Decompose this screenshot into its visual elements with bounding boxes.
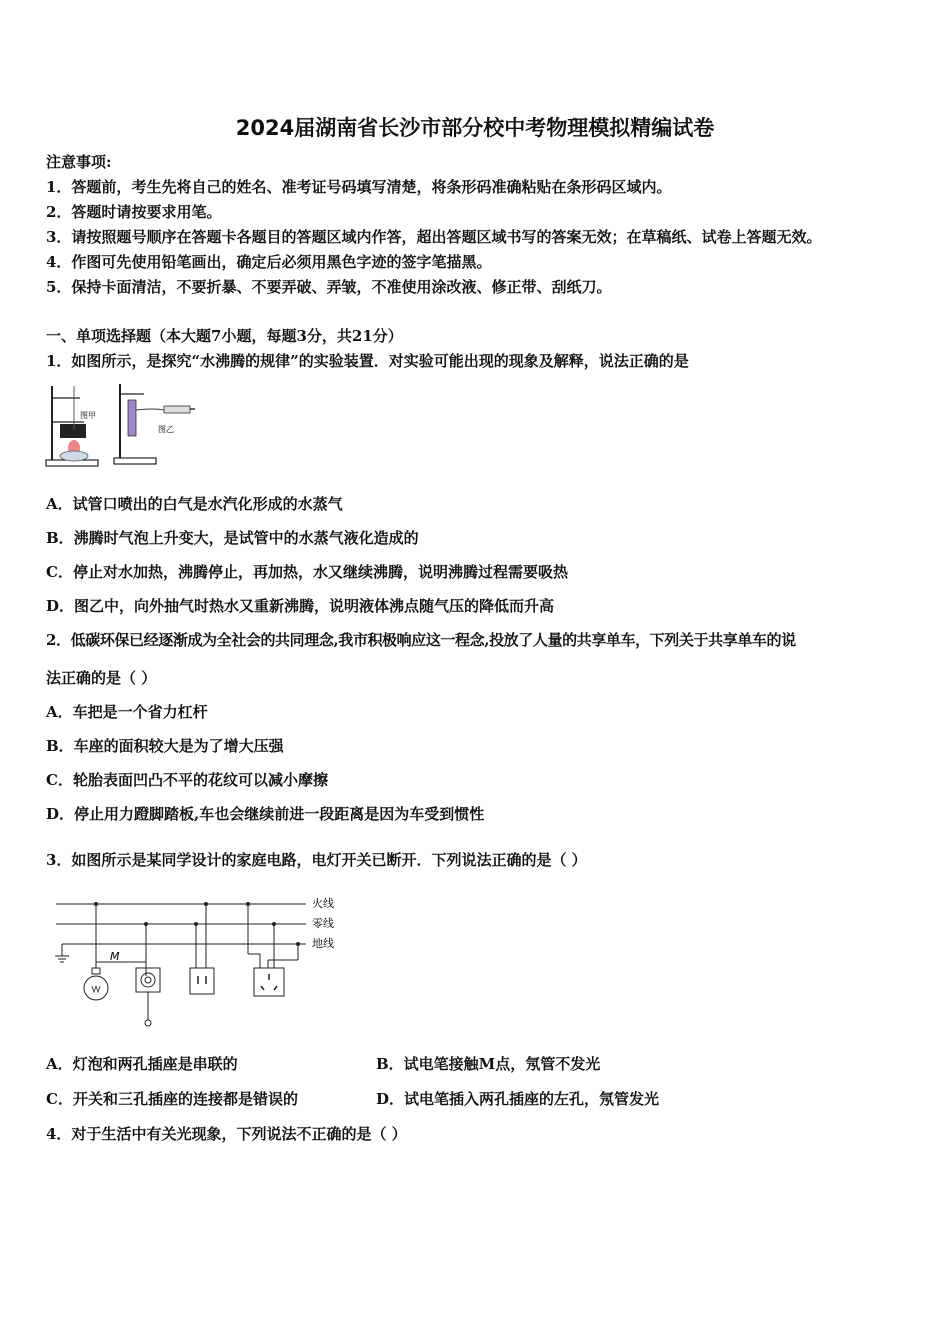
notice-item: 4．作图可先使用铅笔画出，确定后必须用黑色字迹的签字笔描黑。 — [46, 253, 492, 271]
notice-item: 3．请按照题号顺序在答题卡各题目的答题区域内作答，超出答题区域书写的答案无效；在草稿纸、试卷上答题无效。 — [46, 228, 822, 246]
lamp-a — [60, 451, 88, 461]
question-3-option-c: C．开关和三孔插座的连接都是错误的 — [46, 1090, 298, 1108]
question-1-option-d: D．图乙中，向外抽气时热水又重新沸腾，说明液体沸点随气压的降低而升高 — [46, 597, 555, 615]
notice-item: 2．答题时请按要求用笔。 — [46, 203, 222, 221]
question-3-option-b: B．试电笔接触M点，氖管不发光 — [376, 1055, 601, 1073]
two-hole-socket — [190, 968, 214, 994]
lamp-bulb — [84, 976, 108, 1000]
question-4-stem: 4．对于生活中有关光现象，下列说法不正确的是（ ） — [46, 1125, 407, 1143]
notice-item: 1．答题前，考生先将自己的姓名、准考证号码填写清楚，将条形码准确粘贴在条形码区域内。 — [46, 178, 672, 196]
syringe-b — [164, 406, 190, 413]
question-2-stem-line2: 法正确的是（ ） — [46, 669, 157, 687]
switch-pull-end — [145, 1020, 151, 1026]
question-2-option-d: D．停止用力蹬脚踏板,车也会继续前进一段距离是因为车受到惯性 — [46, 805, 485, 823]
stand-base-b — [114, 458, 156, 464]
notice-heading: 注意事项: — [46, 153, 112, 171]
question-2-option-c: C．轮胎表面凹凸不平的花纹可以减小摩擦 — [46, 771, 328, 789]
switch-knob — [145, 977, 151, 983]
figure-label-a: 图甲 — [80, 411, 96, 420]
socket-hole — [274, 986, 277, 990]
question-1-option-c: C．停止对水加热，沸腾停止，再加热，水又继续沸腾，说明沸腾过程需要吸热 — [46, 563, 568, 581]
socket-hole — [261, 986, 264, 990]
ground-wire-label: 地线 — [312, 937, 334, 950]
lamp-filament — [92, 986, 100, 992]
question-2-option-b: B．车座的面积较大是为了增大压强 — [46, 737, 284, 755]
question-2-option-a: A．车把是一个省力杠杆 — [46, 703, 208, 721]
question-1-stem: 1．如图所示，是探究“水沸腾的规律”的实验装置．对实验可能出现的现象及解释，说法正确的是 — [46, 352, 689, 370]
notice-item: 5．保持卡面清洁，不要折暴、不要弄破、弄皱，不准使用涂改液、修正带、刮纸刀。 — [46, 278, 612, 296]
live-wire-label: 火线 — [312, 897, 334, 910]
neutral-wire-label: 零线 — [312, 917, 334, 930]
question-3-option-a: A．灯泡和两孔插座是串联的 — [46, 1055, 238, 1073]
three-hole-socket — [254, 968, 284, 996]
household-circuit-figure — [50, 890, 350, 1032]
boiling-apparatus-figure — [44, 380, 196, 472]
question-1-option-a: A．试管口喷出的白气是水汽化形成的水蒸气 — [46, 495, 343, 513]
flask-b — [128, 400, 136, 436]
figure-label-b: 图乙 — [158, 425, 174, 434]
tube-b — [136, 409, 164, 410]
question-3-option-d: D．试电笔插入两孔插座的左孔，氖管发光 — [376, 1090, 660, 1108]
lamp-socket — [92, 968, 100, 974]
beaker-a — [60, 424, 86, 438]
page-title: 2024届湖南省长沙市部分校中考物理模拟精编试卷 — [235, 116, 715, 140]
question-1-option-b: B．沸腾时气泡上升变大，是试管中的水蒸气液化造成的 — [46, 529, 419, 547]
switch-box — [136, 968, 160, 992]
section-heading: 一、单项选择题（本大题7小题，每题3分，共21分） — [46, 327, 403, 345]
question-2-stem-line1: 2．低碳环保已经逐渐成为全社会的共同理念,我市积极响应这一程念,投放了人量的共享单车，下列关于共享单车的说 — [46, 631, 796, 649]
switch-ring — [141, 973, 155, 987]
question-3-stem: 3．如图所示是某同学设计的家庭电路，电灯开关已断开．下列说法正确的是（ ） — [46, 851, 587, 869]
point-m-label: M — [110, 950, 120, 963]
